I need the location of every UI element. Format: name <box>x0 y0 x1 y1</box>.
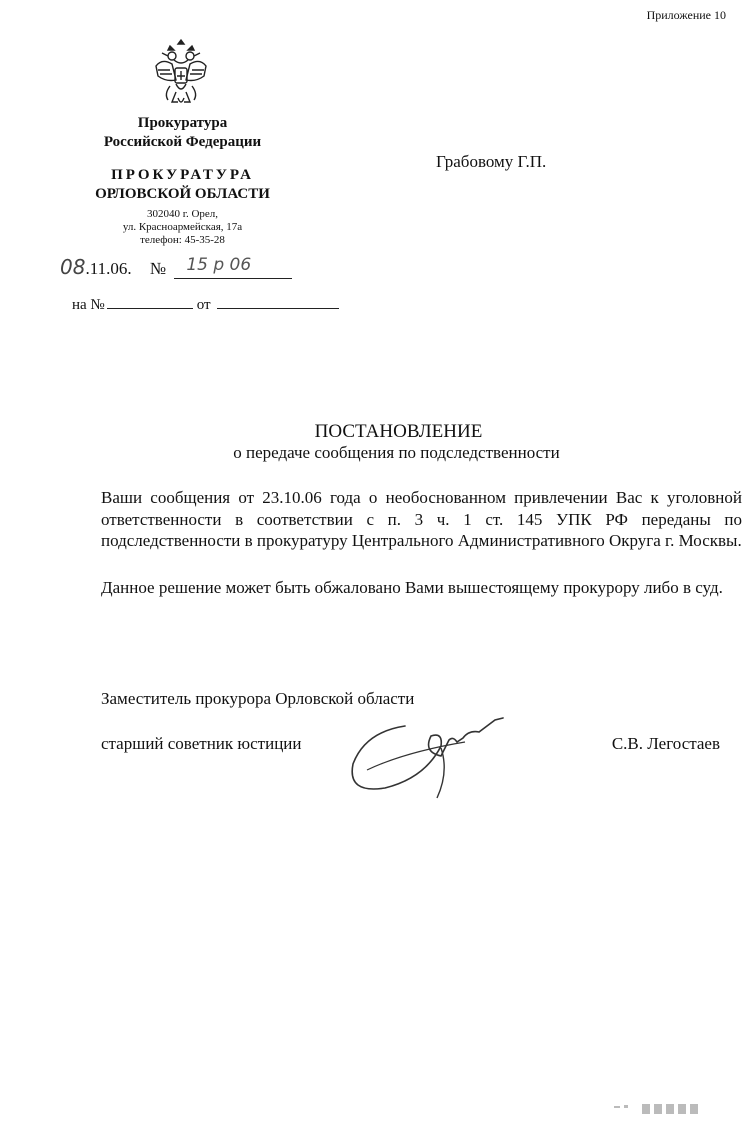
paragraph-2 <box>101 577 742 599</box>
paragraph-1 <box>101 487 742 552</box>
document-title: ПОСТАНОВЛЕНИЕ <box>314 421 483 442</box>
address-line3: телефон: 45-35-28 <box>140 234 225 246</box>
handwritten-number: 15 р 06 <box>186 255 252 275</box>
faint-stamp-mark <box>612 1100 722 1118</box>
document-subtitle: о передаче сообщения по подследственности <box>233 443 560 462</box>
address-line2: ул. Красноармейская, 17а <box>122 221 243 233</box>
reference-from: от <box>196 297 211 313</box>
regional-line2: ОРЛОВСКОЙ ОБЛАСТИ <box>95 186 270 202</box>
reference-line <box>72 296 339 314</box>
address-block <box>95 208 270 247</box>
printed-date: .11.06. <box>85 259 132 278</box>
outgoing-date-number <box>60 255 292 279</box>
reference-date-blank <box>217 296 339 309</box>
reference-number-blank <box>107 296 193 309</box>
org-name <box>75 114 290 152</box>
appendix-label: Приложение 10 <box>646 8 726 22</box>
double-headed-eagle-icon <box>152 36 210 112</box>
number-sign: № <box>149 259 167 278</box>
org-line1: Прокуратура <box>137 115 228 131</box>
signer-position-line1: Заместитель прокурора Орловской области <box>101 689 415 708</box>
regional-office <box>75 166 290 204</box>
number-blank <box>174 255 292 279</box>
org-line2: Российской Федерации <box>103 134 262 150</box>
signer-position-line2: старший советник юстиции <box>101 734 302 753</box>
paragraph-1-text: Ваши сообщения от 23.10.06 года о необоснованном привлечении Вас к уголовной ответственности в соответствии с п. 3 ч. 1 ст. 145 УПК РФ переданы по подследственности в прокуратуру Центрального Административного Округа г. Москвы. <box>101 488 742 550</box>
recipient: Грабовому Г.П. <box>436 152 547 171</box>
handwritten-signature <box>345 712 535 802</box>
regional-line1: ПРОКУРАТУРА <box>111 167 254 183</box>
address-line1: 302040 г. Орел, <box>146 208 219 220</box>
signer-name: С.В. Легостаев <box>611 734 720 753</box>
handwritten-day: 08 <box>60 255 86 279</box>
paragraph-2-text: Данное решение может быть обжаловано Вами вышестоящему прокурору либо в суд. <box>101 578 723 597</box>
reference-prefix: на № <box>72 297 105 313</box>
